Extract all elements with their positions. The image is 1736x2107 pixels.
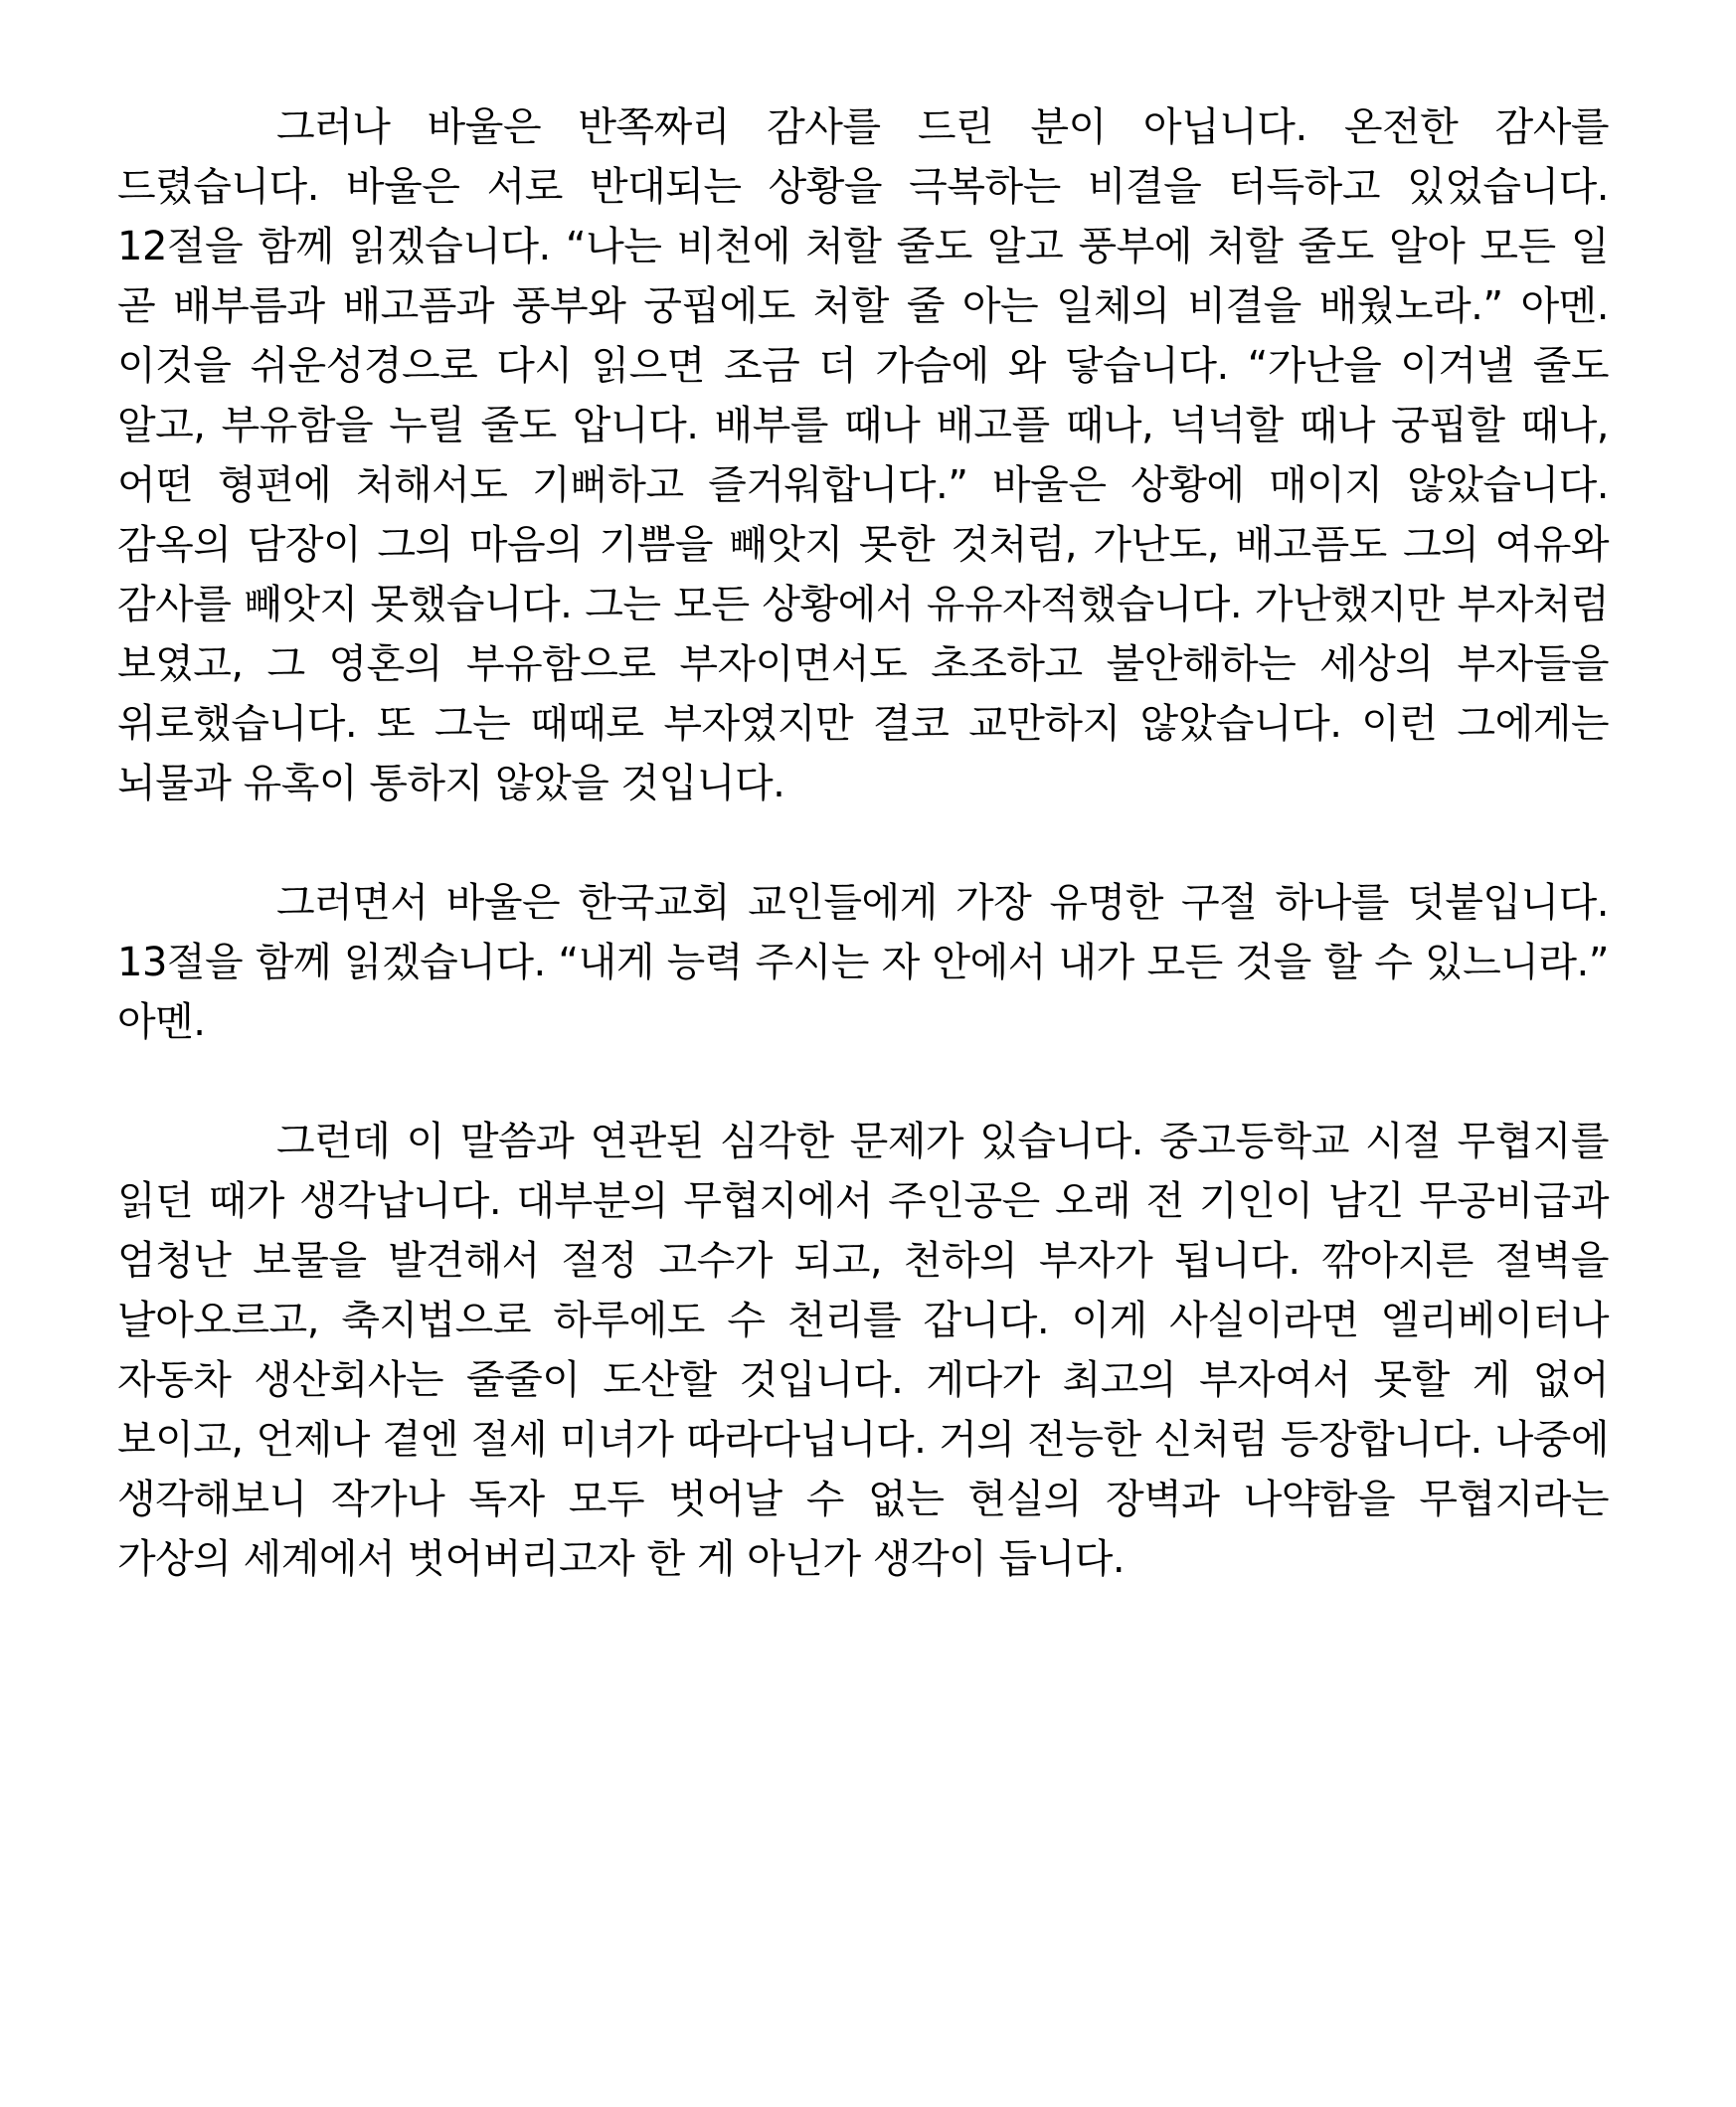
paragraph-verse-13: 그러면서 바울은 한국교회 교인들에게 가장 유명한 구절 하나를 덧붙입니다. 13절을 함께 읽겠습니다. “내게 능력 주시는 자 안에서 내가 모든 것을 할 수 있느니라.” 아멘. — [117, 880, 1609, 1045]
paragraph-gratitude-secret: 그러나 바울은 반쪽짜리 감사를 드린 분이 아닙니다. 온전한 감사를 드렸습니다. 바울은 서로 반대되는 상황을 극복하는 비결을 터득하고 있었습니다. 12절을 함께 읽겠습니다. “나는 비천에 처할 줄도 알고 풍부에 처할 줄도 알아 모든 일 곧 배부름과 배고픔과 풍부와 궁핍에도 처할 줄 아는 일체의 비결을 배웠노라.” 아멘. 이것을 쉬운성경으로 다시 읽으면 조금 더 가슴에 와 닿습니다. “가난을 이겨낼 줄도 알고, 부유함을 누릴 줄도 압니다. 배부를 때나 배고플 때나, 넉넉할 때나 궁핍할 때나, 어떤 형편에 처해서도 기뻐하고 즐거워합니다.” 바울은 상황에 매이지 않았습니다. 감옥의 담장이 그의 마음의 기쁨을 빼앗지 못한 것처럼, 가난도, 배고픔도 그의 여유와 감사를 빼앗지 못했습니다. 그는 모든 상황에서 유유자적했습니다. 가난했지만 부자처럼 보였고, 그 영혼의 부유함으로 부자이면서도 초조하고 불안해하는 세상의 부자들을 위로했습니다. 또 그는 때때로 부자였지만 결코 교만하지 않았습니다. 이런 그에게는 뇌물과 유혹이 통하지 않았을 것입니다. — [117, 104, 1609, 806]
document-page — [117, 97, 1609, 1589]
paragraph-martial-arts-novels: 그런데 이 말씀과 연관된 심각한 문제가 있습니다. 중고등학교 시절 무협지를 읽던 때가 생각납니다. 대부분의 무협지에서 주인공은 오래 전 기인이 남긴 무공비급과 엄청난 보물을 발견해서 절정 고수가 되고, 천하의 부자가 됩니다. 깎아지른 절벽을 날아오르고, 축지법으로 하루에도 수 천리를 갑니다. 이게 사실이라면 엘리베이터나 자동차 생산회사는 줄줄이 도산할 것입니다. 게다가 최고의 부자여서 못할 게 없어 보이고, 언제나 곁엔 절세 미녀가 따라다닙니다. 거의 전능한 신처럼 등장합니다. 나중에 생각해보니 작가나 독자 모두 벗어날 수 없는 현실의 장벽과 나약함을 무협지라는 가상의 세계에서 벗어버리고자 한 게 아닌가 생각이 듭니다. — [117, 1119, 1609, 1582]
